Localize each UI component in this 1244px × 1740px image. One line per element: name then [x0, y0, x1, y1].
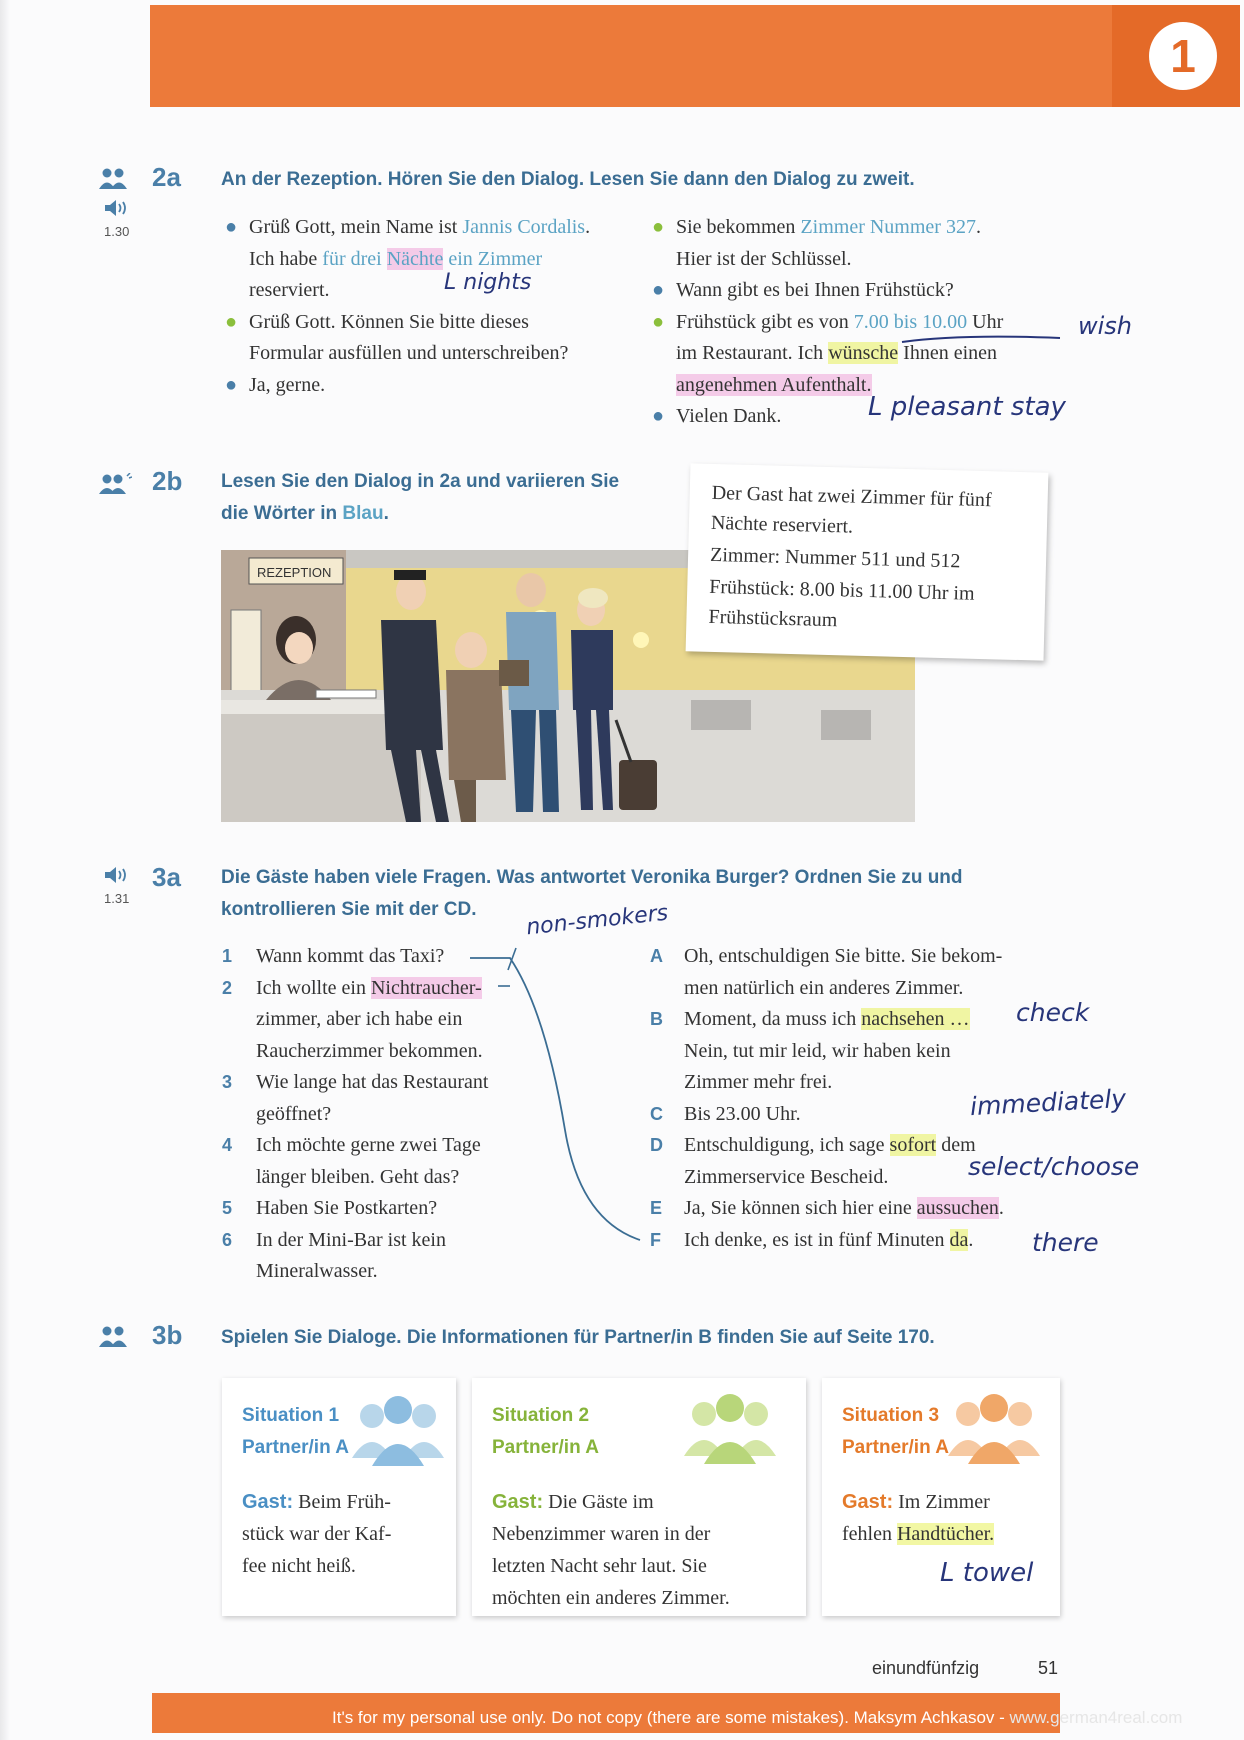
answer-item	[650, 1225, 1084, 1257]
answer-text: Bis 23.00 Uhr.	[684, 1102, 801, 1125]
partner-work-icon	[98, 1326, 128, 1348]
instruction-line	[221, 498, 661, 530]
situation-card-2	[472, 1378, 806, 1616]
answer-text: Ich denke, es ist in fünf Minuten da.	[684, 1228, 974, 1251]
question-number: 4	[222, 1135, 233, 1155]
dialog-line	[225, 370, 649, 402]
answer-text: Zimmer mehr frei.	[684, 1071, 833, 1093]
card-line: Frühstücksraum	[708, 605, 838, 632]
exercise-number: 3a	[152, 862, 181, 892]
page-gutter-shadow	[0, 0, 10, 1740]
partner-work-icon	[98, 168, 128, 190]
bullet: ●	[652, 405, 665, 427]
answer-text: Oh, entschuldigen Sie bitte. Sie bekom-	[684, 945, 1003, 967]
situation-text	[492, 1486, 730, 1614]
situation-card-1	[222, 1378, 456, 1616]
question-number: 2	[222, 977, 233, 998]
dialog-text: Sie bekommen	[676, 216, 801, 238]
answer-item	[650, 1193, 1084, 1225]
gast-label: Gast:	[842, 1491, 894, 1513]
dialog-line	[225, 212, 649, 244]
answer-text: men natürlich ein anderes Zimmer.	[684, 976, 964, 999]
chapter-number: 1	[1149, 22, 1217, 90]
handwritten-note: immediately	[969, 1083, 1127, 1122]
highlight-word: Handtücher.	[896, 1523, 995, 1545]
answer-item	[650, 941, 1084, 1004]
question-number: 3	[222, 1072, 233, 1092]
handwritten-note: L nights	[444, 270, 532, 295]
bullet: ●	[652, 310, 665, 333]
answer-text: Moment, da muss ich nachsehen …	[684, 1008, 970, 1030]
instruction-line: Lesen Sie den Dialog in 2a und variieren Sie	[221, 471, 620, 492]
dialog-line: Hier ist der Schlüssel.	[676, 247, 852, 270]
dialog-text: Ja, gerne.	[249, 373, 326, 396]
dialog-text: Wann gibt es bei Ihnen Frühstück?	[676, 279, 954, 301]
exercise-number: 3b	[152, 1320, 183, 1350]
gast-label: Gast:	[492, 1491, 544, 1513]
people-group-icon	[350, 1396, 446, 1468]
highlight-word: aussuchen	[916, 1197, 999, 1219]
dialog-blue-text: ein Zimmer	[443, 247, 543, 270]
exercise-instruction: Spielen Sie Dialoge. Die Informationen für Partner/in B finden Sie auf Seite 170.	[221, 1327, 935, 1348]
people-group-icon	[946, 1394, 1042, 1466]
question-text: Raucherzimmer bekommen.	[256, 1039, 483, 1062]
instruction-line: kontrollieren Sie mit der CD.	[221, 899, 477, 920]
track-number: 1.31	[104, 891, 130, 906]
dialog-line: Formular ausfüllen und unterschreiben?	[249, 342, 569, 364]
instruction-text: die Wörter in	[221, 503, 343, 524]
situation-text-part: Die Gäste im	[548, 1491, 654, 1513]
instruction-text: .	[383, 503, 389, 524]
bullet: ●	[225, 216, 238, 238]
page-number-word: einundfünfzig	[872, 1658, 980, 1678]
handwritten-note: there	[1032, 1228, 1099, 1257]
question-number: 6	[222, 1229, 233, 1250]
handwritten-note: non-smokers	[525, 900, 670, 941]
question-number: 1	[222, 946, 233, 966]
situation-heading	[492, 1400, 599, 1464]
card-line: Zimmer: Nummer 511 und 512	[709, 543, 961, 573]
question-text: Mineralwasser.	[256, 1260, 378, 1282]
question-text: geöffnet?	[256, 1102, 332, 1125]
situation-text	[242, 1486, 391, 1582]
highlight-word: nachsehen …	[861, 1008, 970, 1030]
highlight-word: Nichtraucher-	[370, 976, 482, 999]
answer-text: Zimmerservice Bescheid.	[684, 1165, 889, 1188]
dialog-text: im Restaurant. Ich	[676, 342, 829, 364]
watermark	[332, 1708, 1182, 1728]
situation-heading	[242, 1400, 349, 1464]
handwritten-note: L pleasant stay	[868, 392, 1066, 422]
question-text: länger bleiben. Geht das?	[256, 1165, 460, 1188]
answer-letter: C	[650, 1103, 663, 1124]
dialog-text: Vielen Dank.	[676, 405, 782, 427]
situation-card-3	[822, 1378, 1060, 1616]
situation-title: Situation 1	[242, 1405, 340, 1426]
dialog-text: .	[585, 216, 591, 238]
reception-sign: REZEPTION	[257, 565, 332, 580]
dialog-text: Ihnen einen	[898, 342, 998, 364]
partner-work-icon	[98, 473, 132, 495]
dialog-highlight-text: Nächte	[386, 247, 444, 270]
highlight-word: sofort	[889, 1134, 937, 1156]
situation-partner: Partner/in A	[242, 1437, 349, 1458]
answer-text: Entschuldigung, ich sage sofort dem	[684, 1134, 976, 1156]
question-text: In der Mini-Bar ist kein	[256, 1228, 446, 1251]
dialog-text: Grüß Gott. Können Sie bitte dieses	[249, 310, 529, 333]
question-text: Wann kommt das Taxi?	[256, 945, 445, 967]
dialog-text: Grüß Gott, mein Name ist	[249, 216, 463, 238]
situation-title: Situation 2	[492, 1405, 590, 1426]
handwritten-note: select/choose	[968, 1152, 1140, 1181]
highlight-word: da	[949, 1228, 969, 1251]
bullet: ●	[225, 310, 238, 333]
dialog-blue-text: für drei	[322, 247, 387, 270]
situation-line	[242, 1486, 391, 1518]
answer-letter: F	[650, 1229, 661, 1250]
situation-partner: Partner/in A	[842, 1437, 949, 1458]
answer-letter: D	[650, 1135, 663, 1155]
situation-line: stück war der Kaf-	[242, 1523, 392, 1545]
situation-heading	[842, 1400, 949, 1464]
dialog-text: Uhr	[967, 310, 1004, 333]
exercise-number: 2a	[152, 162, 181, 192]
dialog-text: Frühstück gibt es von	[676, 310, 854, 333]
situation-text-part: Im Zimmer	[898, 1491, 990, 1513]
card-line: Der Gast hat zwei Zimmer für fünf	[711, 481, 992, 512]
exercise-instruction: An der Rezeption. Hören Sie den Dialog. Lesen Sie dann den Dialog zu zweit.	[221, 169, 915, 190]
situation-line: möchten ein anderes Zimmer.	[492, 1587, 730, 1609]
instruction-line: Die Gäste haben viele Fragen. Was antwortet Veronika Burger? Ordnen Sie zu und	[221, 867, 963, 888]
answer-letter: E	[650, 1198, 663, 1218]
page-number: 51	[1038, 1658, 1059, 1678]
question-text: zimmer, aber ich habe ein	[256, 1008, 463, 1030]
answer-text: Ja, Sie können sich hier eine aussuchen.	[684, 1197, 1004, 1219]
dialog-left	[225, 212, 649, 401]
situation-line	[492, 1486, 730, 1518]
handwritten-note: check	[1016, 998, 1090, 1027]
question-text: Ich möchte gerne zwei Tage	[256, 1134, 481, 1156]
dialog-blue-text: Jannis Cordalis	[462, 216, 586, 238]
dialog-line	[225, 307, 649, 339]
handwritten-line	[900, 330, 1070, 350]
situation-text-part: Beim Früh-	[298, 1491, 391, 1513]
situation-partner: Partner/in A	[492, 1437, 599, 1458]
handwritten-match-line	[460, 930, 663, 1250]
situation-line: fehlen Handtücher.	[842, 1523, 995, 1545]
bullet: ●	[652, 279, 665, 301]
situation-line: Nebenzimmer waren in der	[492, 1523, 711, 1545]
card-line: Frühstück: 8.00 bis 11.00 Uhr im	[709, 575, 975, 605]
dialog-line	[652, 212, 1096, 244]
audio-speaker-icon	[104, 199, 132, 217]
dialog-blue-text: Zimmer Nummer 327	[800, 216, 976, 238]
answer-letter: A	[650, 946, 663, 966]
people-group-icon	[682, 1394, 778, 1466]
header-band	[150, 5, 1240, 107]
handwritten-note: wish	[1078, 312, 1133, 340]
situation-line	[842, 1486, 994, 1518]
question-number: 5	[222, 1198, 233, 1218]
answer-text: Nein, tut mir leid, wir haben kein	[684, 1039, 951, 1062]
handwritten-note: L towel	[940, 1558, 1034, 1588]
situation-text	[842, 1486, 994, 1550]
dialog-highlight-text: angenehmen Aufenthalt.	[676, 373, 872, 396]
question-text: Ich wollte ein Nichtraucher-	[256, 976, 482, 999]
watermark-text: It's for my personal use only. Do not copy (there are some mistakes). Maksym Achkasov -	[332, 1708, 1010, 1727]
dialog-line: reserviert.	[249, 279, 330, 301]
dialog-text: Ich habe	[249, 247, 323, 270]
watermark-url: www.german4real.com	[1009, 1708, 1183, 1727]
dialog-line	[652, 275, 1096, 307]
instruction-blue-text: Blau	[342, 503, 384, 524]
dialog-blue-text: 7.00 bis 10.00	[853, 310, 968, 333]
bullet: ●	[225, 373, 238, 396]
audio-speaker-icon	[104, 866, 132, 884]
variation-card	[686, 463, 1049, 660]
track-number: 1.30	[104, 224, 130, 239]
bullet: ●	[652, 216, 665, 238]
exercise-instruction	[221, 466, 661, 530]
dialog-text: .	[975, 216, 981, 238]
question-text: Haben Sie Postkarten?	[256, 1197, 438, 1219]
gast-label: Gast:	[242, 1491, 294, 1513]
dialog-highlight-text: wünsche	[828, 342, 899, 364]
situation-line: letzten Nacht sehr laut. Sie	[492, 1555, 707, 1577]
card-line: Nächte reserviert.	[710, 511, 854, 538]
question-text: Wie lange hat das Restaurant	[256, 1071, 489, 1093]
situation-title: Situation 3	[842, 1405, 940, 1426]
situation-line: fee nicht heiß.	[242, 1555, 356, 1577]
exercise-number: 2b	[152, 466, 183, 496]
answer-letter: B	[650, 1009, 663, 1029]
